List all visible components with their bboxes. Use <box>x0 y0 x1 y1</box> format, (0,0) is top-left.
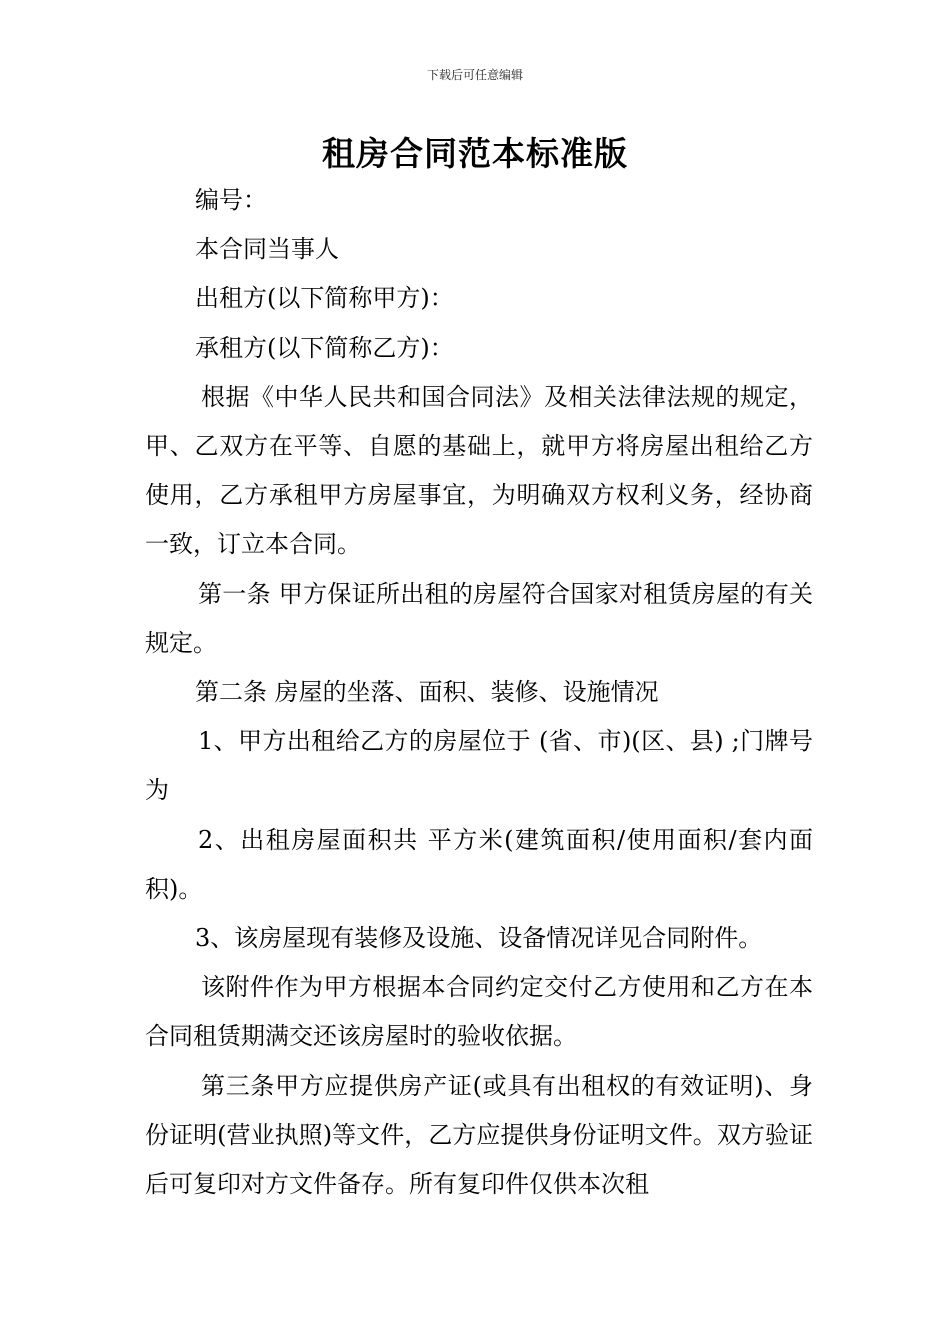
article-2-item-3: 3、该房屋现有装修及设施、设备情况详见合同附件。 <box>195 924 763 953</box>
contract-number-line: 编号： <box>195 186 267 214</box>
article-2-item-2: 2、出租房屋面积共 平方米(建筑面积/使用面积/套内面积)。 <box>145 825 813 903</box>
article-2-item-1: 1、甲方出租给乙方的房屋位于 (省、市)(区、县) ;门牌号为 <box>145 727 813 805</box>
document-body <box>145 176 813 1209</box>
document-title: 租房合同范本标准版 <box>322 134 628 173</box>
parties-heading: 本合同当事人 <box>195 235 339 264</box>
attachment-paragraph: 该附件作为甲方根据本合同约定交付乙方使用和乙方在本合同租赁期满交还该房屋时的验收依据。 <box>145 973 813 1051</box>
preamble-paragraph: 根据《中华人民共和国合同法》及相关法律法规的规定，甲、乙双方在平等、自愿的基础上，就甲方将房屋出租给乙方使用，乙方承租甲方房屋事宜，为明确双方权利义务，经协商一致，订立本合同。 <box>145 382 813 559</box>
article-2-heading: 第二条 房屋的坐落、面积、装修、设施情况 <box>195 678 659 707</box>
lessor-line: 出租方(以下简称甲方)： <box>195 284 454 313</box>
article-1-paragraph: 第一条 甲方保证所出租的房屋符合国家对租赁房屋的有关规定。 <box>145 579 813 657</box>
page-header-note: 下载后可任意编辑 <box>426 68 523 82</box>
lessee-line: 承租方(以下简称乙方)： <box>195 333 454 362</box>
article-3-paragraph: 第三条甲方应提供房产证(或具有出租权的有效证明)、身份证明(营业执照)等文件，乙方应提供身份证明文件。双方验证后可复印对方文件备存。所有复印件仅供本次租 <box>145 1071 813 1199</box>
